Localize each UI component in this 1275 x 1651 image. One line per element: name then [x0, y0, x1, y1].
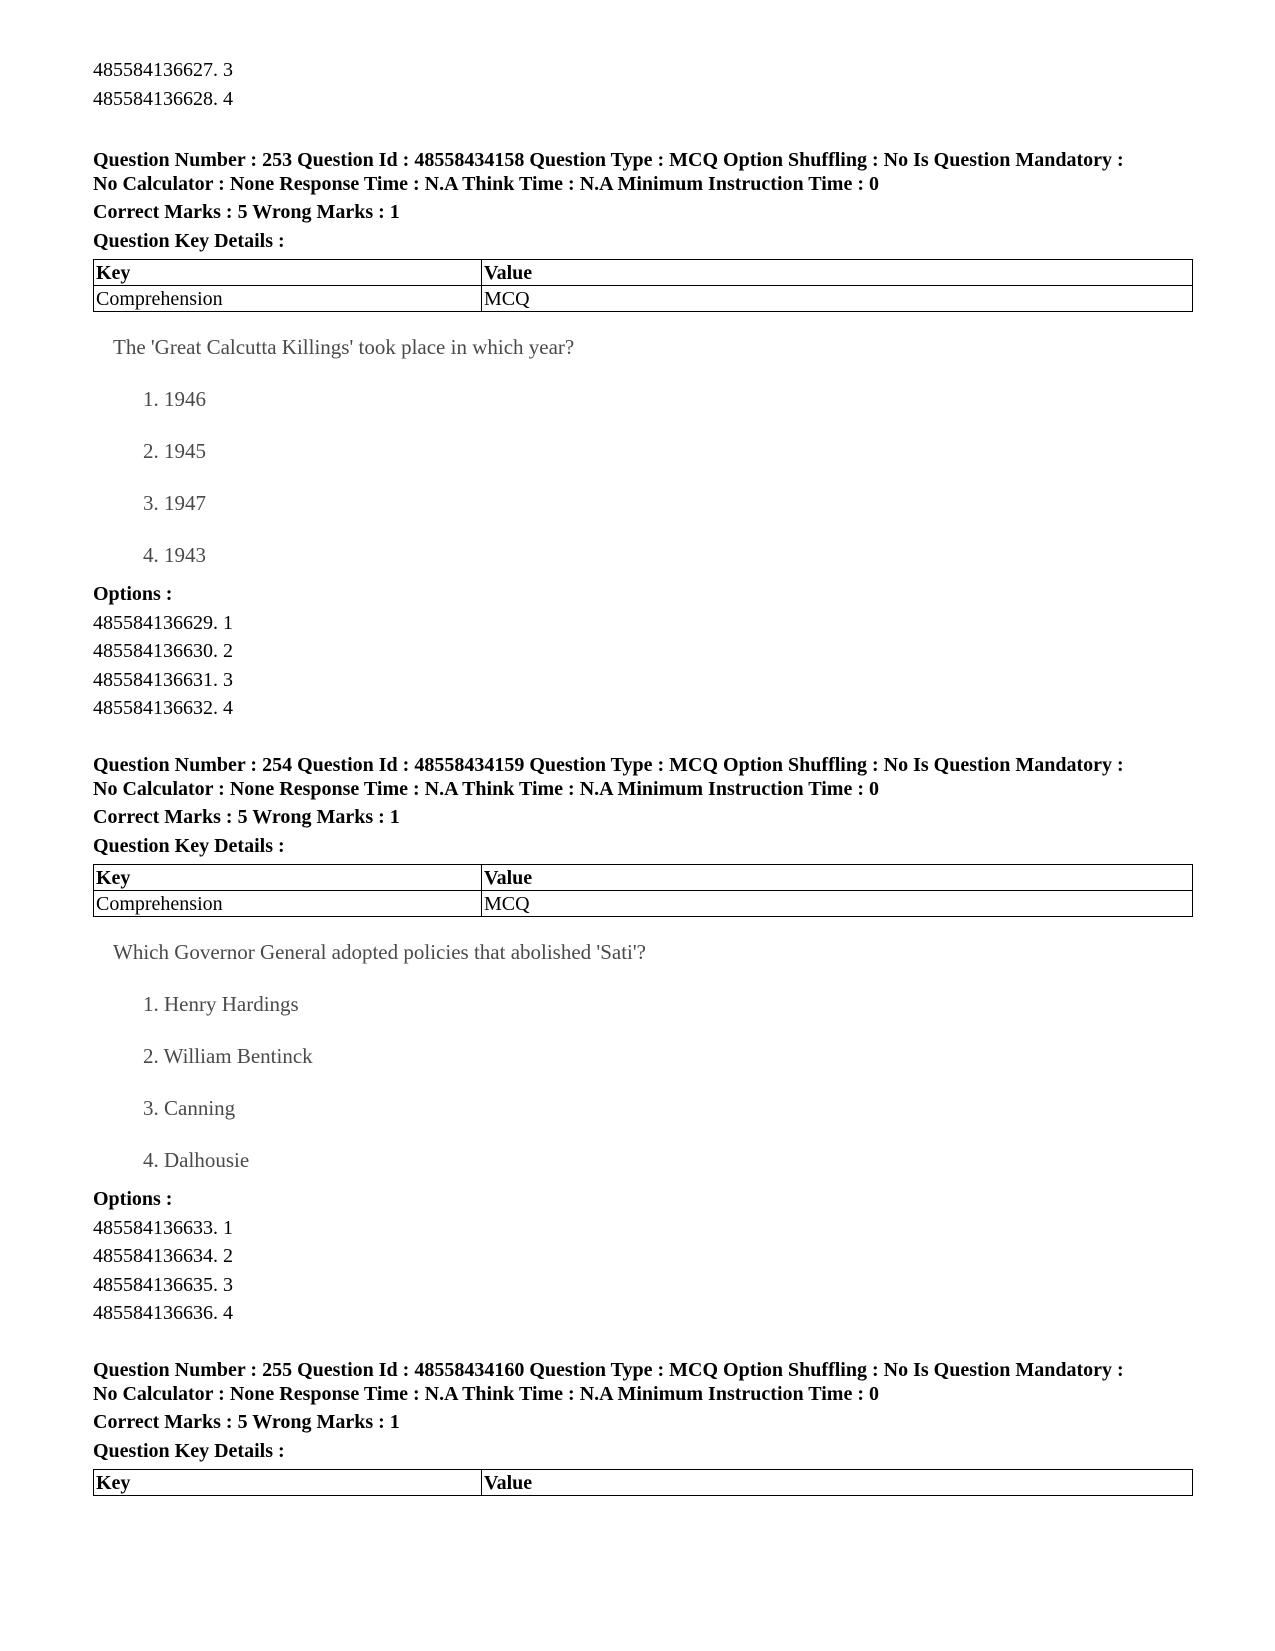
question-image — [113, 937, 1193, 1175]
option-id-line: 485584136636. 4 — [93, 1302, 233, 1324]
table-row — [94, 891, 1193, 917]
table-header-row — [94, 260, 1193, 286]
table-cell-key: Comprehension — [94, 286, 482, 312]
key-details-label: Question Key Details : — [93, 834, 285, 857]
question-255-block — [93, 1358, 1193, 1496]
options-label: Options : — [93, 1188, 173, 1210]
marks-line: Correct Marks : 5 Wrong Marks : 1 — [93, 806, 400, 828]
question-header-line1: Question Number : 255 Question Id : 48558434160 Question Type : MCQ Option Shuffling : No Is Question Mandatory : — [93, 1359, 1124, 1381]
question-key-table — [93, 1469, 1193, 1496]
option-id-line: 485584136633. 1 — [93, 1216, 233, 1239]
choice-item: 2. William Bentinck — [143, 1044, 313, 1068]
question-header-line1: Question Number : 254 Question Id : 48558434159 Question Type : MCQ Option Shuffling : No Is Question Mandatory : — [93, 754, 1124, 776]
option-id-line: 485584136634. 2 — [93, 1245, 233, 1267]
option-id-line: 485584136627. 3 — [93, 59, 233, 81]
option-id-line: 485584136631. 3 — [93, 668, 233, 691]
table-header-row — [94, 1470, 1193, 1496]
question-image — [113, 332, 1193, 570]
choice-item: 4. 1943 — [143, 543, 206, 567]
choice-item: 2. 1945 — [143, 439, 206, 463]
choice-item: 3. Canning — [143, 1096, 236, 1120]
table-cell-value: MCQ — [482, 891, 1193, 917]
marks-line: Correct Marks : 5 Wrong Marks : 1 — [93, 1411, 400, 1433]
option-id-line: 485584136632. 4 — [93, 697, 233, 719]
option-id-line: 485584136629. 1 — [93, 611, 233, 634]
question-key-table — [93, 259, 1193, 312]
option-id-line: 485584136628. 4 — [93, 87, 233, 110]
table-header-key: Key — [94, 865, 482, 891]
question-header-line1: Question Number : 253 Question Id : 48558434158 Question Type : MCQ Option Shuffling : No Is Question Mandatory : — [93, 149, 1124, 171]
table-cell-value: MCQ — [482, 286, 1193, 312]
choice-item: 1. Henry Hardings — [143, 992, 299, 1016]
previous-options-list — [93, 56, 1193, 113]
marks-line: Correct Marks : 5 Wrong Marks : 1 — [93, 201, 400, 223]
table-header-value: Value — [482, 260, 1193, 286]
question-header-line2: No Calculator : None Response Time : N.A Think Time : N.A Minimum Instruction Time : 0 — [93, 173, 879, 195]
question-254-block — [93, 753, 1193, 1328]
question-key-table — [93, 864, 1193, 917]
table-header-key: Key — [94, 1470, 482, 1496]
table-header-value: Value — [482, 1470, 1193, 1496]
table-header-key: Key — [94, 260, 482, 286]
key-details-label: Question Key Details : — [93, 1439, 285, 1462]
table-cell-key: Comprehension — [94, 891, 482, 917]
options-label: Options : — [93, 583, 173, 605]
choice-item: 3. 1947 — [143, 491, 206, 515]
choice-item: 4. Dalhousie — [143, 1148, 250, 1172]
question-253-block — [93, 148, 1193, 723]
question-header-line2: No Calculator : None Response Time : N.A Think Time : N.A Minimum Instruction Time : 0 — [93, 1383, 879, 1405]
table-header-value: Value — [482, 865, 1193, 891]
option-id-line: 485584136635. 3 — [93, 1273, 233, 1296]
table-row — [94, 286, 1193, 312]
table-header-row — [94, 865, 1193, 891]
key-details-label: Question Key Details : — [93, 229, 285, 252]
question-stem: Which Governor General adopted policies that abolished 'Sati'? — [113, 940, 646, 964]
option-id-line: 485584136630. 2 — [93, 640, 233, 662]
choice-item: 1. 1946 — [143, 387, 206, 411]
question-stem: The 'Great Calcutta Killings' took place in which year? — [113, 335, 575, 359]
question-header-line2: No Calculator : None Response Time : N.A Think Time : N.A Minimum Instruction Time : 0 — [93, 778, 879, 800]
